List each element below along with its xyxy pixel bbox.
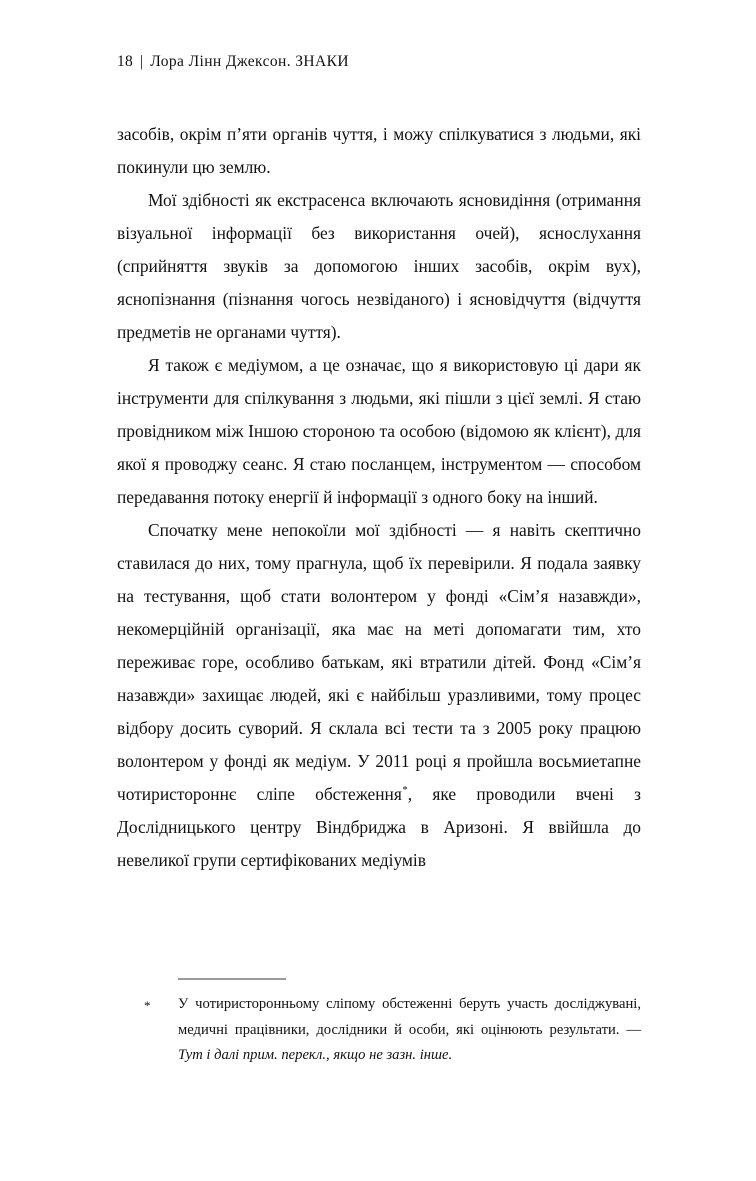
footnote-source-note: Тут і далі прим. перекл., якщо не зазн. інше. <box>178 1047 453 1063</box>
footnote-symbol: * <box>144 998 151 1013</box>
paragraph-4 <box>117 514 641 877</box>
running-head <box>117 52 349 72</box>
body-text-block <box>117 118 641 877</box>
running-head-title: Лора Лінн Джексон. ЗНАКИ <box>150 53 349 70</box>
running-head-separator: | <box>139 53 144 70</box>
footnote-entry <box>117 992 641 1069</box>
page-number: 18 <box>117 53 133 70</box>
footnote-text: У чотиристоронньому сліпому обстеженні беруть участь досліджувані, медичні працівники, дослідники й особи, які оцінюють результати. — <box>178 996 641 1038</box>
paragraph-4-text-after-footnote-marker: , яке проводили вчені з Дослідницького центру Віндбриджа в Аризоні. Я ввійшла до невеликої групи сертифікованих медіумів <box>117 784 641 870</box>
paragraph-2: Мої здібності як екстрасенса включають ясновидіння (отримання візуальної інформації без використання очей), яснослухання (сприйняття звуків за допомогою інших засобів, окрім вух), яснопізнання (пізнання чогось незвіданого) і ясновідчуття (відчуття предметів не органами чуття). <box>117 190 641 342</box>
paragraph-1: засобів, окрім п’яти органів чуття, і можу спілкуватися з людьми, які покинули цю землю. <box>117 124 641 177</box>
footnote-separator-rule <box>178 978 286 980</box>
paragraph-3: Я також є медіумом, а це означає, що я використовую ці дари як інструменти для спілкування з людьми, які пішли з цієї землі. Я стаю провідником між Іншою стороною та особою (відомою як клієнт), для якої я проводжу сеанс. Я стаю посланцем, інструментом — способом передавання потоку енергії й інформації з одного боку на інший. <box>117 355 641 507</box>
footnote-area <box>117 978 641 1069</box>
paragraph-4-text-before-footnote-marker: Спочатку мене непокоїли мої здібності — я навіть скептично ставилася до них, тому прагнула, щоб їх перевірили. Я подала заявку на тестування, щоб стати волонтером у фонді «Сім’я назавжди», некомерційній організації, яка має на меті допомагати тим, хто переживає горе, особливо батькам, які втратили дітей. Фонд «Сім’я назавжди» захищає людей, які є найбільш уразливими, тому процес відбору досить суворий. Я склала всі тести та з 2005 року працюю волонтером у фонді як медіум. У 2011 році я пройшла восьмиетапне чотиристороннє сліпе обстеження <box>117 520 641 804</box>
footnote-reference-marker[interactable]: * <box>402 784 408 797</box>
